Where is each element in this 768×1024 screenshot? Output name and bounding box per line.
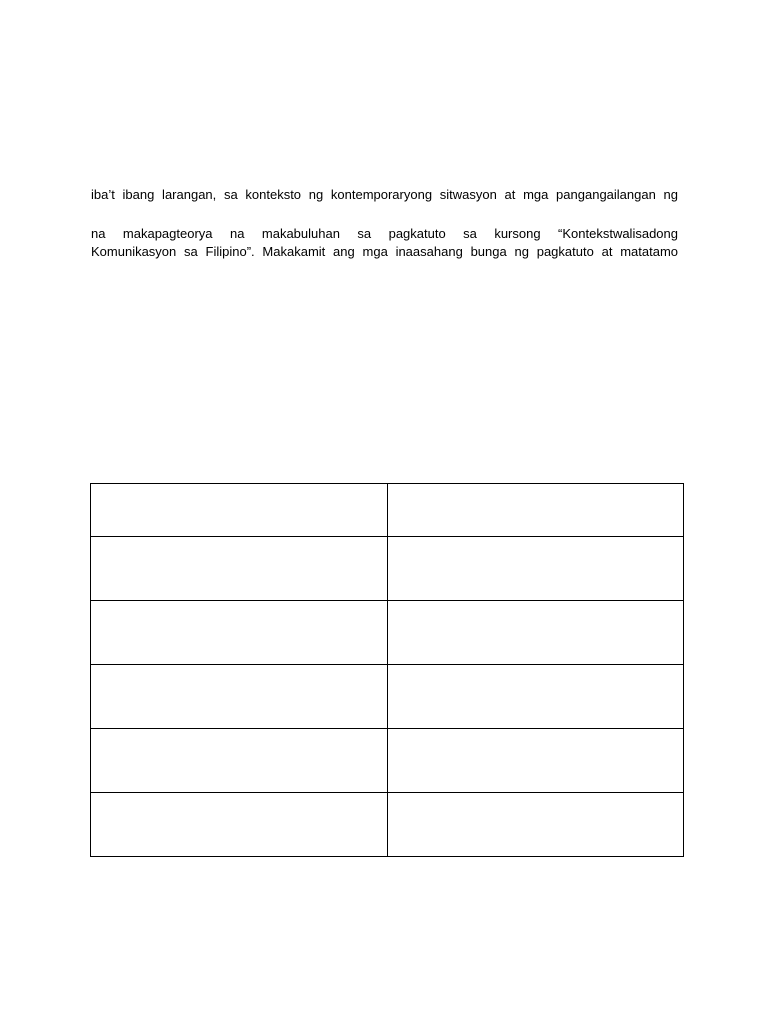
paragraph-line: Komunikasyon sa Filipino”. Makakamit ang mga inaasahang bunga ng pagkatuto at matatamo: [91, 244, 678, 259]
paragraph-line: iba’t ibang larangan, sa konteksto ng kontemporaryong sitwasyon at mga pangangailangan ng: [91, 187, 678, 202]
table-row: [91, 665, 684, 729]
table-row: [91, 484, 684, 537]
table-cell: [387, 601, 684, 665]
table-row: [91, 601, 684, 665]
table-cell: [91, 793, 388, 857]
empty-table: [90, 483, 684, 857]
table-cell: [387, 729, 684, 793]
table-cell: [91, 484, 388, 537]
table-cell: [387, 665, 684, 729]
table-cell: [387, 793, 684, 857]
table-cell: [91, 665, 388, 729]
table-cell: [387, 484, 684, 537]
table-row: [91, 537, 684, 601]
table-cell: [387, 537, 684, 601]
table-row: [91, 729, 684, 793]
table-row: [91, 793, 684, 857]
paragraph-line: na makapagteorya na makabuluhan sa pagkatuto sa kursong “Kontekstwalisadong: [91, 226, 678, 241]
table-cell: [91, 537, 388, 601]
table-cell: [91, 601, 388, 665]
table-cell: [91, 729, 388, 793]
